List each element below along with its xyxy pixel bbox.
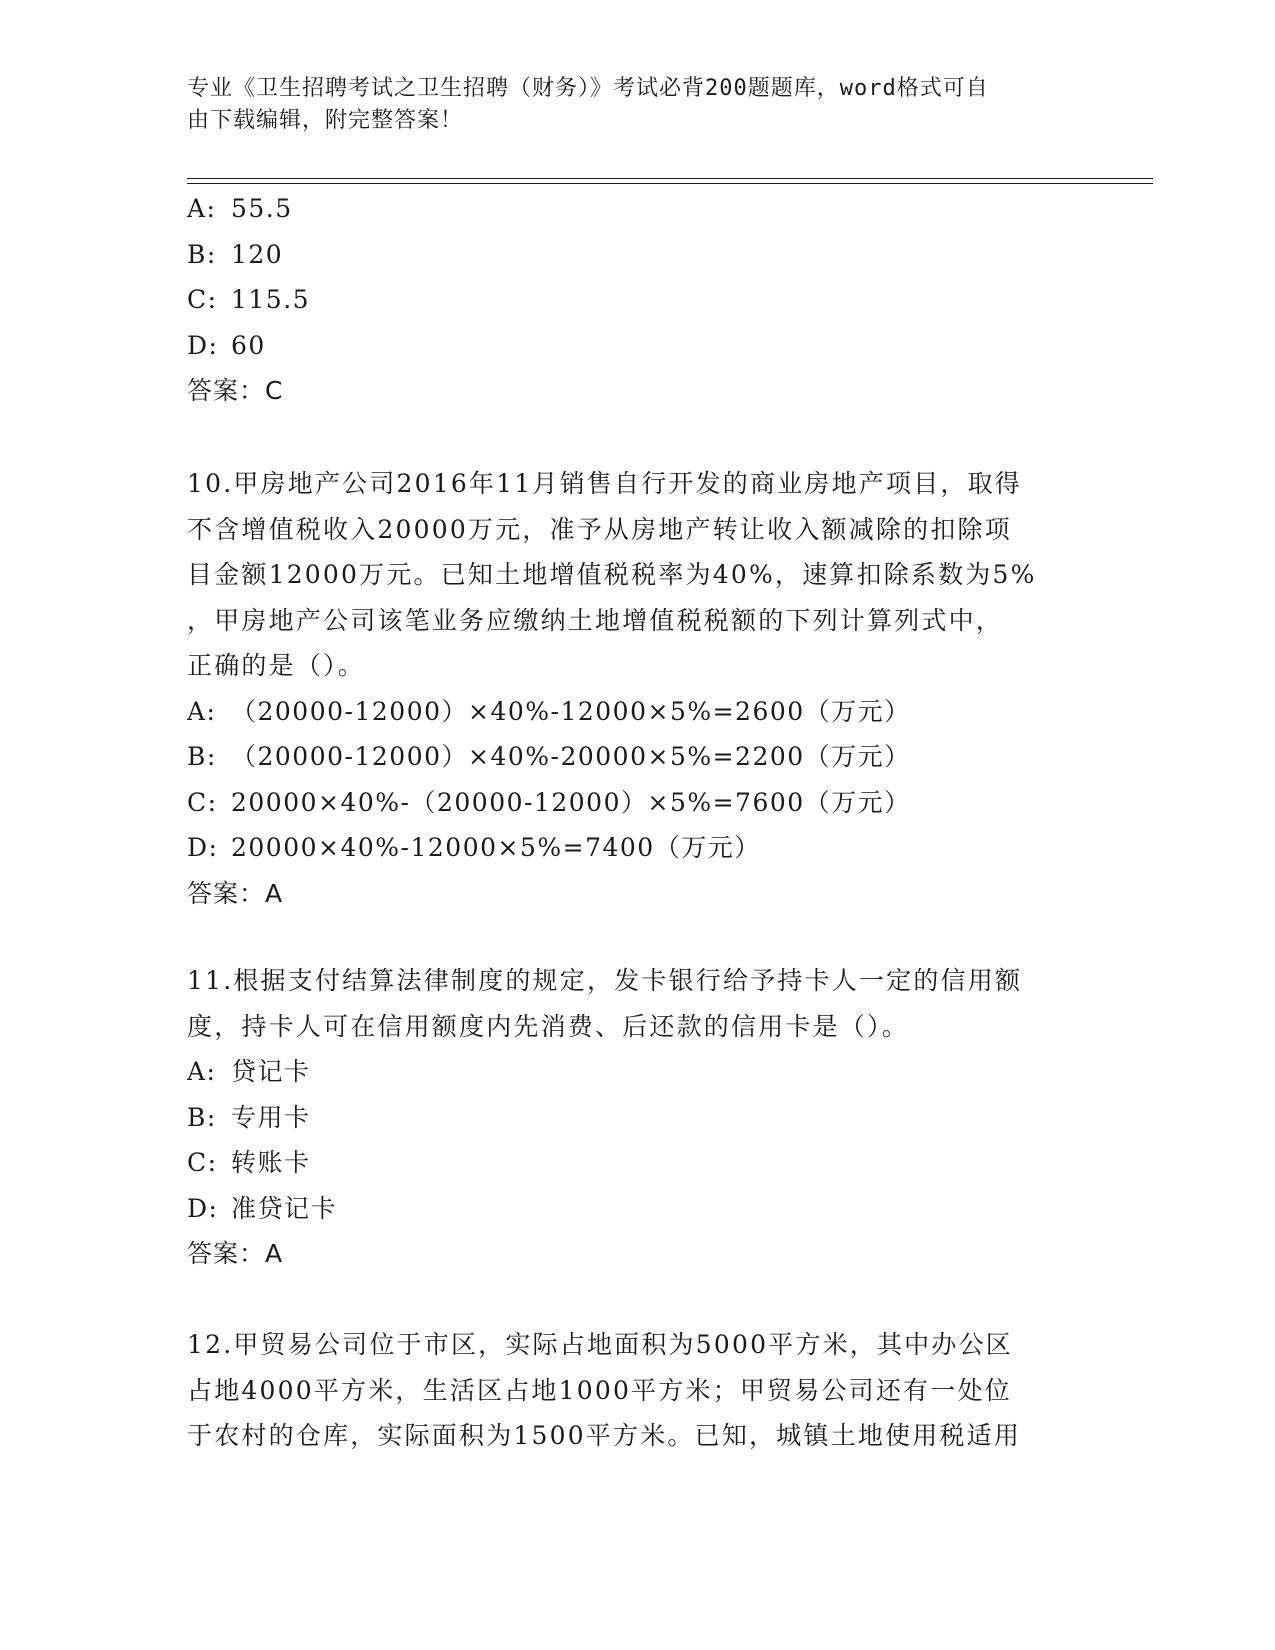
question-text-line: 12.甲贸易公司位于市区，实际占地面积为5000平方米，其中办公区 (187, 1330, 1013, 1359)
option-letter: B: (187, 1102, 217, 1132)
option-a (187, 186, 1087, 232)
option-letter: B: (187, 742, 217, 771)
question-text-line: ，甲房地产公司该笔业务应缴纳土地增值税税额的下列计算列式中， (187, 605, 1004, 635)
header-divider-bottom (187, 183, 1153, 184)
question-text-line: 于农村的仓库，实际面积为1500平方米。已知，城镇土地使用税适用 (187, 1421, 1022, 1450)
answer-line: 答案：C (187, 376, 284, 405)
option-letter: C: (187, 1148, 218, 1177)
question-text-line: 度，持卡人可在信用额度内先消费、后还款的信用卡是（）。 (187, 1011, 909, 1041)
option-c (187, 780, 1087, 826)
option-text: 60 (231, 330, 266, 360)
option-text: 20000×40%-12000×5%=7400（万元） (231, 833, 761, 862)
option-letter: A: (187, 696, 217, 726)
option-letter: D: (187, 330, 219, 360)
question-9-options (187, 186, 1087, 414)
question-10 (187, 461, 1087, 916)
header-line-2: 由下载编辑，附完整答案！ (187, 108, 464, 133)
option-d (187, 825, 1087, 871)
answer-line: 答案：A (187, 878, 284, 908)
header-divider-top (187, 178, 1153, 179)
question-12 (187, 1322, 1087, 1459)
option-d (187, 323, 1087, 369)
option-c (187, 277, 1087, 323)
option-letter: A: (187, 1057, 217, 1086)
option-letter: C: (187, 787, 218, 817)
option-text: 55.5 (231, 194, 293, 223)
option-letter: D: (187, 1193, 219, 1223)
answer-line: 答案：A (187, 1239, 284, 1268)
question-text-line: 不含增值税收入20000万元，准予从房地产转让收入额减除的扣除项 (187, 514, 1012, 544)
option-text: （20000-12000）×40%-20000×5%=2200（万元） (231, 742, 911, 771)
option-a (187, 1049, 1087, 1095)
question-text-line: 11.根据支付结算法律制度的规定，发卡银行给予持卡人一定的信用额 (187, 966, 1023, 995)
option-d (187, 1186, 1087, 1232)
question-text-line: 正确的是（）。 (187, 651, 365, 680)
option-text: 准贷记卡 (231, 1193, 338, 1223)
question-text-line: 目金额12000万元。已知土地增值税税率为40%，速算扣除系数为5% (187, 560, 1037, 589)
option-b (187, 1095, 1087, 1141)
option-b (187, 734, 1087, 780)
option-text: 贷记卡 (231, 1057, 311, 1086)
option-letter: C: (187, 285, 218, 314)
question-text-line: 10.甲房地产公司2016年11月销售自行开发的商业房地产项目，取得 (187, 469, 1022, 498)
option-text: 20000×40%-（20000-12000）×5%=7600（万元） (231, 787, 911, 817)
option-a (187, 689, 1087, 735)
question-11 (187, 958, 1087, 1277)
option-letter: A: (187, 194, 217, 223)
option-text: （20000-12000）×40%-12000×5%=2600（万元） (231, 696, 911, 726)
question-text-line: 占地4000平方米，生活区占地1000平方米；甲贸易公司还有一处位 (187, 1375, 1012, 1405)
option-letter: B: (187, 239, 217, 269)
document-header (187, 73, 1067, 137)
option-c (187, 1140, 1087, 1186)
option-b (187, 232, 1087, 278)
option-letter: D: (187, 833, 219, 862)
option-text: 115.5 (231, 285, 311, 314)
option-text: 专用卡 (231, 1102, 311, 1132)
option-text: 转账卡 (231, 1148, 311, 1177)
header-line-1: 专业《卫生招聘考试之卫生招聘（财务）》考试必背200题题库，word格式可自 (187, 76, 989, 101)
option-text: 120 (231, 239, 284, 269)
